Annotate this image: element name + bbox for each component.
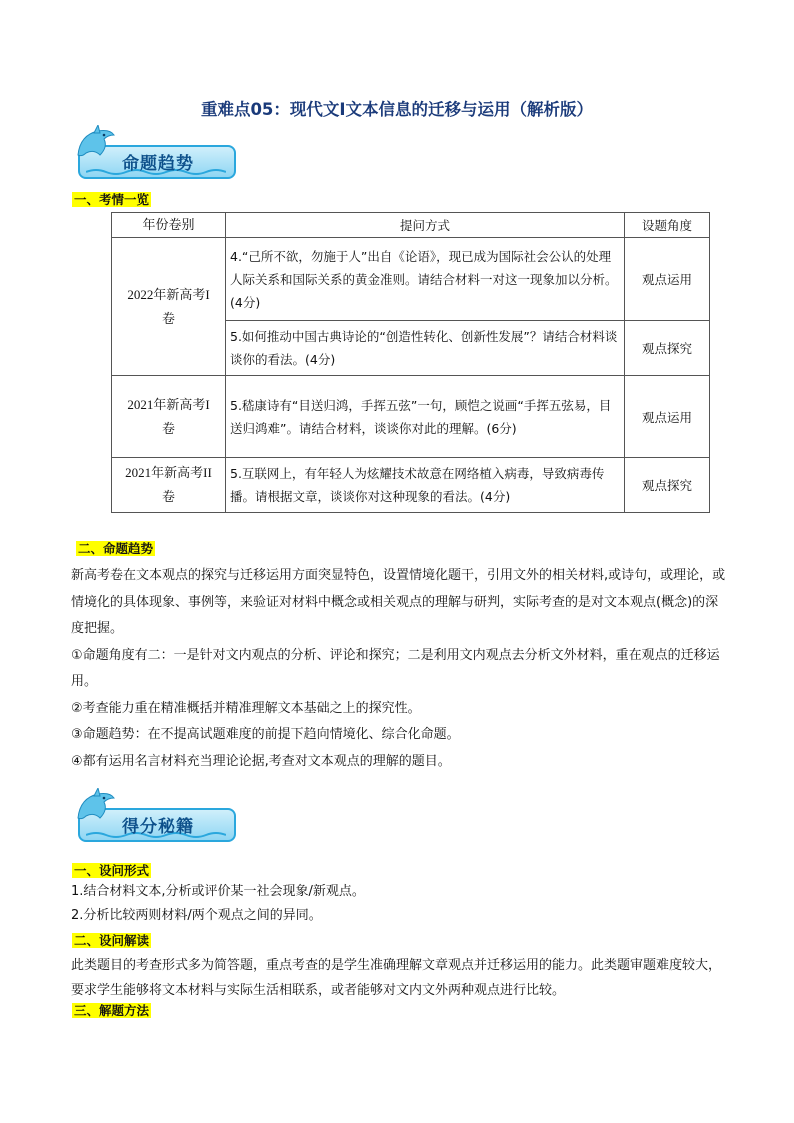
section-banner-trend bbox=[78, 133, 240, 179]
table-cell-angle: 观点探究 bbox=[625, 321, 710, 376]
table-cell-question: 5.嵇康诗有“目送归鸿，手挥五弦”一句，顾恺之说画“手挥五弦易，目送归鸿难”。请结合材料，谈谈你对此的理解。(6分) bbox=[226, 376, 625, 458]
banner-label: 命题趋势 bbox=[122, 154, 194, 174]
section-banner-tips bbox=[78, 796, 240, 842]
paragraph: 此类题目的考查形式多为简答题，重点考查的是学生准确理解文章观点并迁移运用的能力。此类题审题难度较大，要求学生能够将文本材料与实际生活相联系，或者能够对文内文外两种观点进行比较。 bbox=[71, 958, 722, 998]
trend-text bbox=[71, 563, 731, 775]
list-item: 1.结合材料文本,分析或评价某一社会现象/新观点。 bbox=[71, 884, 365, 899]
section-heading: 一、考情一览 bbox=[74, 192, 150, 207]
exam-table bbox=[111, 212, 710, 513]
table-row bbox=[112, 458, 710, 513]
table-cell-question: 5.如何推动中国古典诗论的“创造性转化、创新性发展”？请结合材料谈谈你的看法。(4分) bbox=[226, 321, 625, 376]
section-heading: 二、设问解读 bbox=[74, 933, 150, 948]
document-title: 重难点05：现代文I文本信息的迁移与运用（解析版） bbox=[200, 100, 594, 119]
table-cell-year: 2021年新高考I卷 bbox=[112, 376, 226, 458]
table-cell-question: 5.互联网上，有年轻人为炫耀技术故意在网络植入病毒，导致病毒传播。请根据文章，谈谈你对这种现象的看法。(4分) bbox=[226, 458, 625, 513]
table-cell-year: 2022年新高考I卷 bbox=[112, 238, 226, 376]
paragraph: ②考查能力重在精准概括并精准理解文本基础之上的探究性。 bbox=[71, 700, 421, 716]
paragraph: ①命题角度有二：一是针对文内观点的分析、评论和探究；二是利用文内观点去分析文外材料，重在观点的迁移运用。 bbox=[71, 647, 720, 689]
paragraph: 新高考卷在文本观点的探究与迁移运用方面突显特色，设置情境化题干，引用文外的相关材料,或诗句，或理论，或情境化的具体现象、事例等，来验证对材料中概念或相关观点的理解与研判，实际考查的是对文本观点(概念)的深度把握。 bbox=[71, 568, 726, 636]
table-header: 提问方式 bbox=[226, 213, 625, 238]
dolphin-icon bbox=[74, 788, 118, 828]
reading-text bbox=[71, 953, 731, 1003]
section-heading: 一、设问形式 bbox=[74, 863, 150, 878]
table-cell-question: 4.“己所不欲，勿施于人”出自《论语》，现已成为国际社会公认的处理人际关系和国际关系的黄金准则。请结合材料一对这一现象加以分析。(4分) bbox=[226, 238, 625, 321]
section-heading: 二、命题趋势 bbox=[78, 541, 154, 556]
banner-label: 得分秘籍 bbox=[122, 817, 194, 837]
table-cell-year: 2021年新高考II卷 bbox=[112, 458, 226, 513]
table-header: 年份卷别 bbox=[112, 213, 226, 238]
list-item: 2.分析比较两则材料/两个观点之间的异同。 bbox=[71, 908, 322, 923]
dolphin-icon bbox=[74, 125, 118, 165]
table-cell-angle: 观点运用 bbox=[625, 376, 710, 458]
table-cell-angle: 观点探究 bbox=[625, 458, 710, 513]
section-heading: 三、解题方法 bbox=[74, 1003, 150, 1018]
table-header: 设题角度 bbox=[625, 213, 710, 238]
table-header-row bbox=[112, 213, 710, 238]
table-row bbox=[112, 238, 710, 321]
paragraph: ④都有运用名言材料充当理论论据,考查对文本观点的理解的题目。 bbox=[71, 753, 451, 769]
question-forms bbox=[71, 880, 731, 928]
table-row bbox=[112, 376, 710, 458]
table-cell-angle: 观点运用 bbox=[625, 238, 710, 321]
paragraph: ③命题趋势：在不提高试题难度的前提下趋向情境化、综合化命题。 bbox=[71, 727, 460, 742]
